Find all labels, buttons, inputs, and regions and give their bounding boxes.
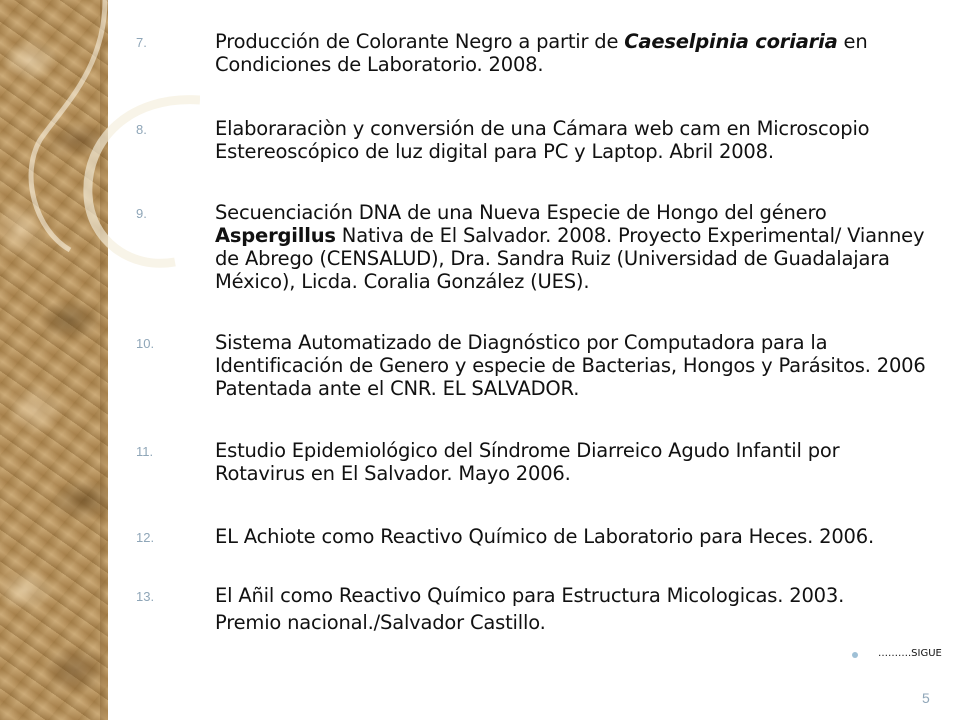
list-item-line: EL Achiote como Reactivo Químico de Laboratorio para Heces. 2006. — [215, 525, 874, 548]
list-item-line: Condiciones de Laboratorio. 2008. — [215, 53, 544, 76]
list-item-text — [215, 331, 925, 400]
list-item-line: de Abrego (CENSALUD), Dra. Sandra Ruiz (Universidad de Guadalajara — [215, 247, 890, 270]
list-item-line: Estereoscópico de luz digital para PC y Laptop. Abril 2008. — [215, 140, 774, 163]
list-item-line: El Añil como Reactivo Químico para Estructura Micologicas. 2003. — [215, 584, 845, 607]
text-segment: Nativa de El Salvador. 2008. Proyecto Experimental/ Vianney — [335, 224, 925, 247]
list-item-line: México), Licda. Coralia González (UES). — [215, 270, 590, 293]
list-item-text — [215, 201, 925, 293]
list-item-line: Identificación de Genero y especie de Bacterias, Hongos y Parásitos. 2006 — [215, 354, 926, 377]
list-item-number: 12. — [136, 530, 155, 545]
list-item-text — [215, 525, 925, 548]
text-segment: en — [837, 30, 868, 53]
list-item-text — [215, 584, 925, 634]
list-item-line: Elaboraraciòn y conversión de una Cámara web cam en Microscopio — [215, 117, 870, 140]
list-item-number: 9. — [136, 206, 147, 221]
bullet-icon — [852, 652, 858, 658]
list-item-text — [215, 439, 925, 485]
genus-name: Aspergillus — [215, 224, 336, 247]
list-item-line — [215, 30, 925, 53]
list-item-line: Estudio Epidemiológico del Síndrome Diarreico Agudo Infantil por — [215, 439, 840, 462]
list-item-number: 11. — [136, 444, 154, 459]
list-item-line: Premio nacional./Salvador Castillo. — [215, 611, 546, 634]
list-item-number: 10. — [136, 336, 155, 351]
list-item-text — [215, 30, 925, 76]
list-item-number: 8. — [136, 122, 147, 137]
list-item-text — [215, 117, 925, 163]
list-item-number: 13. — [136, 589, 155, 604]
list-item-number: 7. — [136, 35, 147, 50]
page-number: 5 — [922, 690, 930, 706]
list-item-line — [215, 224, 925, 247]
species-name: Caeselpinia coriaria — [624, 30, 838, 53]
continues-text: ……….SIGUE — [878, 648, 942, 659]
list-item-line: Sistema Automatizado de Diagnóstico por Computadora para la — [215, 331, 828, 354]
list-item-line: Patentada ante el CNR. EL SALVADOR. — [215, 377, 580, 400]
text-segment: Producción de Colorante Negro a partir de — [215, 30, 625, 53]
list-item-line: Secuenciación DNA de una Nueva Especie de Hongo del género — [215, 201, 827, 224]
list-item-line: Rotavirus en El Salvador. Mayo 2006. — [215, 462, 571, 485]
